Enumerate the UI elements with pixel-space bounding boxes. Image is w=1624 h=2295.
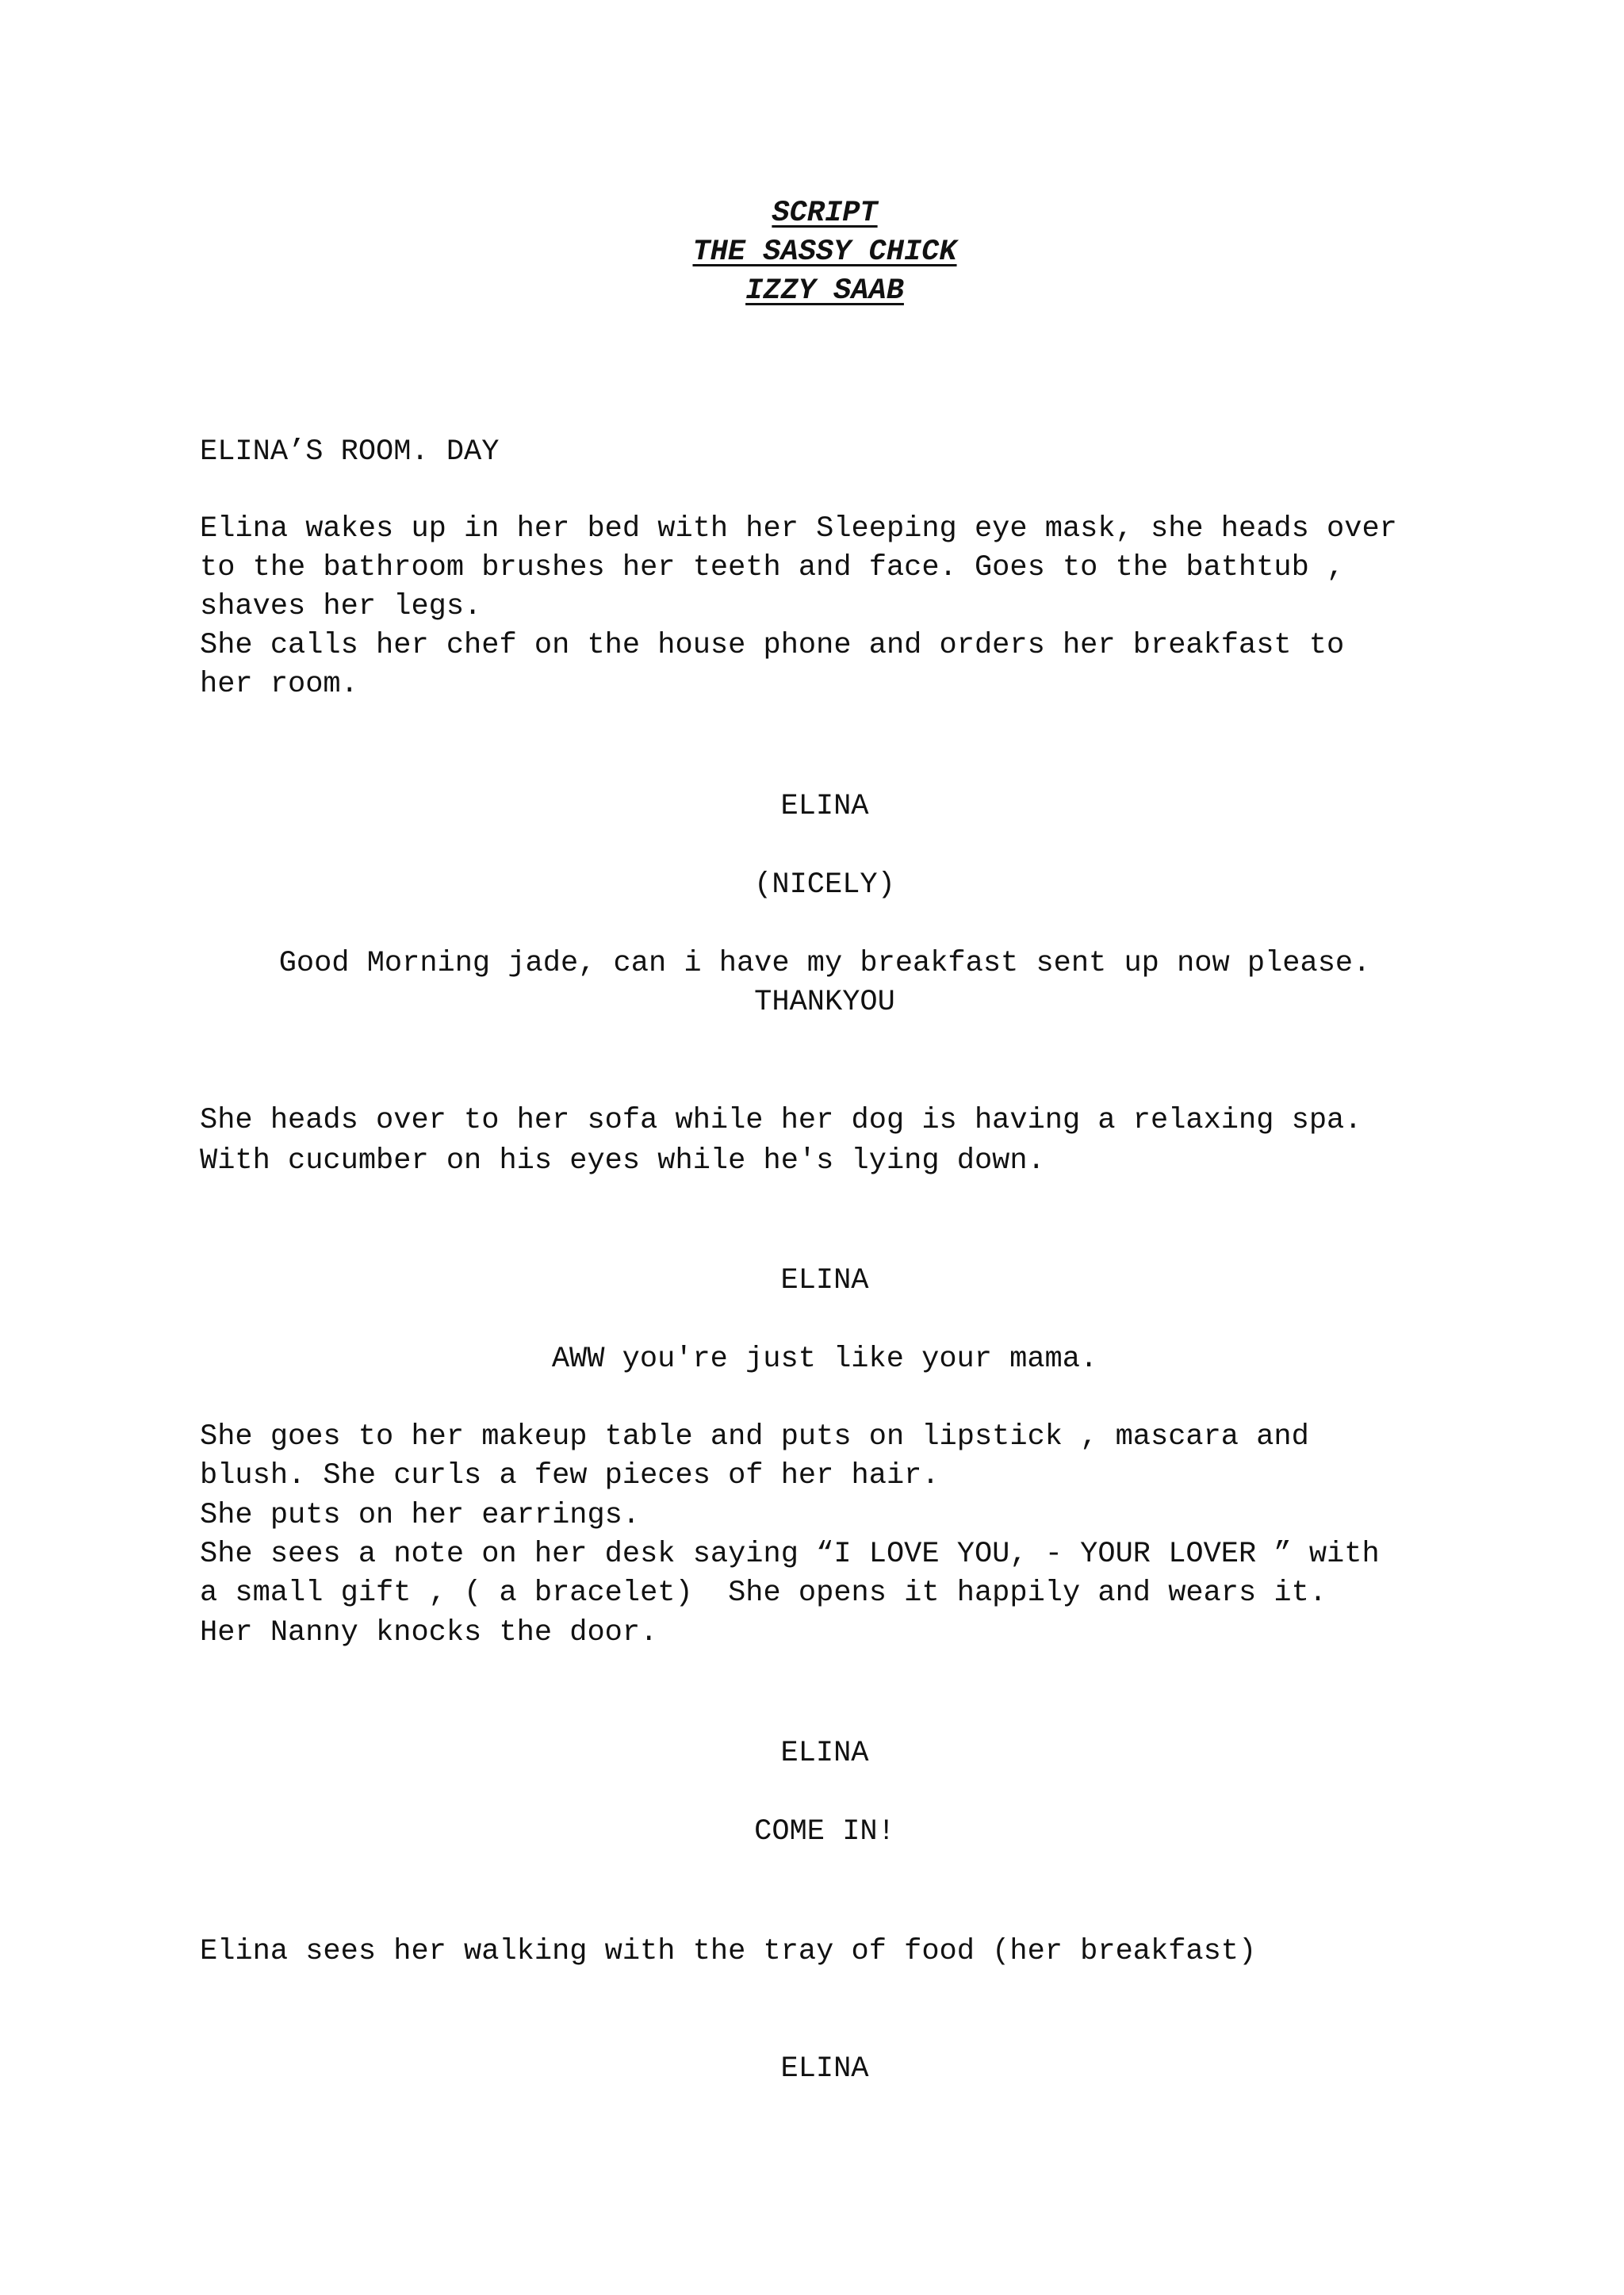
action-line: her room. <box>200 668 358 701</box>
dialogue-line: THANKYOU <box>754 986 895 1019</box>
action-line: She goes to her makeup table and puts on lipstick , mascara and <box>200 1420 1309 1454</box>
action-line: She sees a note on her desk saying “I LOVE YOU, - YOUR LOVER ” with <box>200 1538 1380 1571</box>
scene-heading: ELINA’S ROOM. DAY <box>200 435 500 469</box>
action-line: She calls her chef on the house phone and orders her breakfast to <box>200 629 1345 662</box>
action-line: shaves her legs. <box>200 590 482 623</box>
script-label: SCRIPT <box>772 197 878 230</box>
action-line: She puts on her earrings. <box>200 1499 641 1532</box>
script-author: IZZY SAAB <box>745 274 904 308</box>
action-line: With cucumber on his eyes while he's lying down. <box>200 1144 1045 1178</box>
character-name: ELINA <box>780 790 869 823</box>
action-line: Her Nanny knocks the door. <box>200 1616 658 1649</box>
parenthetical: (NICELY) <box>754 868 895 902</box>
action-line: She heads over to her sofa while her dog is having a relaxing spa. <box>200 1104 1362 1137</box>
dialogue-line: AWW you're just like your mama. <box>551 1343 1098 1376</box>
action-line: to the bathroom brushes her teeth and face. Goes to the bathtub , <box>200 551 1345 584</box>
action-line: Elina sees her walking with the tray of food (her breakfast) <box>200 1935 1257 1968</box>
character-name: ELINA <box>780 1737 869 1770</box>
action-line: a small gift , ( a bracelet) She opens it happily and wears it. <box>200 1577 1327 1610</box>
dialogue-line: COME IN! <box>754 1815 895 1849</box>
action-line: Elina wakes up in her bed with her Sleeping eye mask, she heads over <box>200 512 1397 546</box>
character-name: ELINA <box>780 1264 869 1297</box>
action-line: blush. She curls a few pieces of her hair. <box>200 1459 940 1492</box>
dialogue-line: Good Morning jade, can i have my breakfast sent up now please. <box>278 947 1371 980</box>
script-title: THE SASSY CHICK <box>692 236 957 269</box>
character-name: ELINA <box>780 2052 869 2086</box>
